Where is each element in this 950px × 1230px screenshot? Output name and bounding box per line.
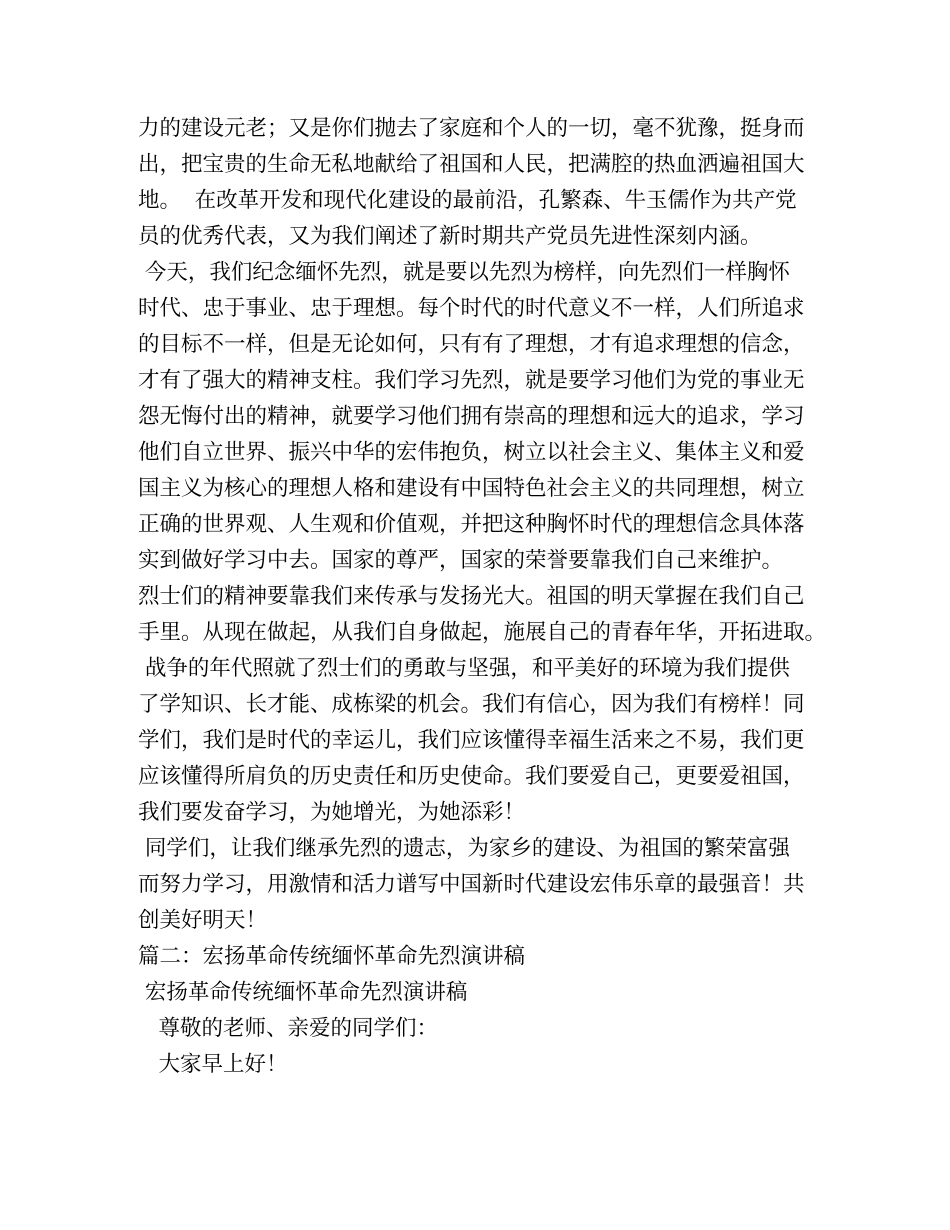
text-line: 才有了强大的精神支柱。我们学习先烈，就是要学习他们为党的事业无 [138, 368, 805, 393]
text-line: 出，把宝贵的生命无私地献给了祖国和人民，把满腔的热血洒遍祖国大 [138, 152, 805, 177]
text-line: 而努力学习，用激情和活力谱写中国新时代建设宏伟乐章的最强音！共 [138, 872, 805, 897]
salutation: 尊敬的老师、亲爱的同学们： [138, 1016, 439, 1041]
text-line: 同学们，让我们继承先烈的遗志，为家乡的建设、为祖国的繁荣富强 [138, 836, 790, 861]
greeting: 大家早上好！ [138, 1052, 288, 1077]
text-line: 战争的年代照就了烈士们的勇敢与坚强，和平美好的环境为我们提供 [138, 656, 790, 681]
text-line: 了学知识、长才能、成栋梁的机会。我们有信心，因为我们有榜样！同 [138, 692, 805, 717]
text-line: 时代、忠于事业、忠于理想。每个时代的时代意义不一样，人们所追求 [138, 296, 805, 321]
text-line: 他们自立世界、振兴中华的宏伟抱负，树立以社会主义、集体主义和爱 [138, 440, 805, 465]
text-line: 实到做好学习中去。国家的尊严，国家的荣誉要靠我们自己来维护。 [138, 548, 784, 573]
text-line: 应该懂得所肩负的历史责任和历史使命。我们要爱自己，更要爱祖国， [138, 764, 805, 789]
text-line: 今天，我们纪念缅怀先烈，就是要以先烈为榜样，向先烈们一样胸怀 [138, 260, 790, 285]
text-line: 正确的世界观、人生观和价值观，并把这种胸怀时代的理想信念具体落 [138, 512, 805, 537]
speech-title: 宏扬革命传统缅怀革命先烈演讲稿 [138, 980, 468, 1005]
text-line: 员的优秀代表，又为我们阐述了新时期共产党员先进性深刻内涵。 [138, 224, 762, 249]
text-line: 手里。从现在做起，从我们自身做起，施展自己的青春年华，开拓进取。 [138, 620, 827, 645]
text-line: 国主义为核心的理想人格和建设有中国特色社会主义的共同理想，树立 [138, 476, 805, 501]
section-heading: 篇二：宏扬革命传统缅怀革命先烈演讲稿 [138, 944, 526, 969]
text-line: 我们要发奋学习，为她增光，为她添彩！ [138, 800, 526, 825]
text-line: 烈士们的精神要靠我们来传承与发扬光大。祖国的明天掌握在我们自己 [138, 584, 805, 609]
text-line: 怨无悔付出的精神，就要学习他们拥有崇高的理想和远大的追求，学习 [138, 404, 805, 429]
text-line: 力的建设元老；又是你们抛去了家庭和个人的一切，毫不犹豫，挺身而 [138, 116, 805, 141]
text-line: 创美好明天！ [138, 908, 268, 933]
text-line: 学们，我们是时代的幸运儿，我们应该懂得幸福生活来之不易，我们更 [138, 728, 805, 753]
text-line: 地。 在改革开发和现代化建设的最前沿，孔繁森、牛玉儒作为共产党 [138, 188, 797, 213]
text-line: 的目标不一样，但是无论如何，只有有了理想，才有追求理想的信念， [138, 332, 805, 357]
